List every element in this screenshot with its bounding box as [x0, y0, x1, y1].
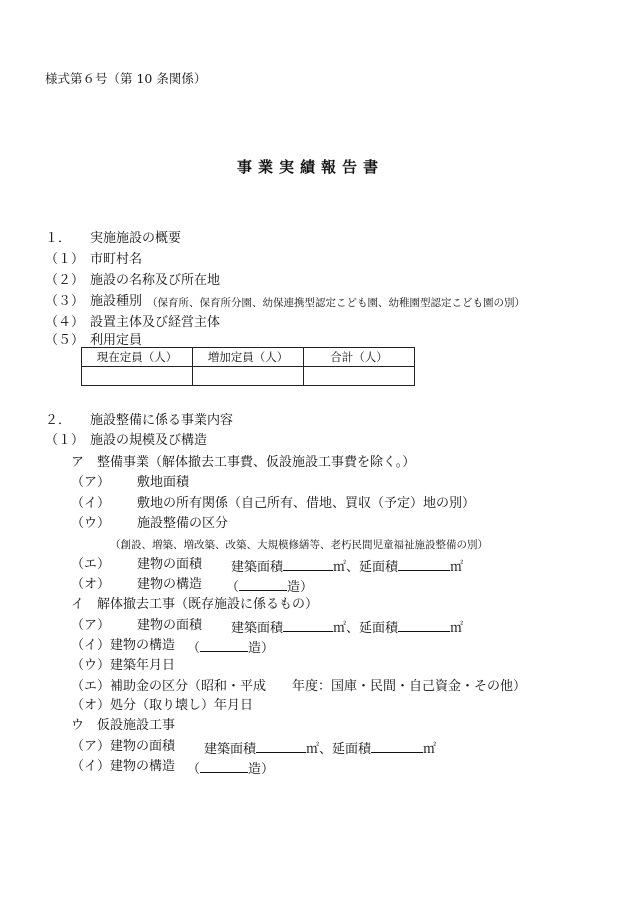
- floor-area-blank: [398, 618, 450, 632]
- item-1-4-number: （４）: [45, 315, 85, 330]
- c-item-1-label: （ア）建物の面積: [71, 739, 176, 754]
- a-structure-line: [226, 577, 313, 596]
- item-1-1-label: 市町村名: [90, 252, 143, 267]
- a-item-5-number: （オ）: [71, 577, 111, 592]
- structure-blank: [200, 638, 248, 652]
- a-item-1-number: （ア）: [71, 475, 111, 490]
- building-area-blank: [256, 739, 306, 753]
- sqm-unit: ㎡: [333, 560, 347, 575]
- capacity-value-current: [82, 367, 193, 386]
- subsection-a-label: ア 整備事業（解体撤去工事費、仮設施設工事費を除く。）: [71, 455, 416, 470]
- facility-type-note: （保育所、保育所分園、幼保連携型認定こども園、幼稚園型認定こども園の別）: [147, 297, 525, 309]
- capacity-table-value-row: [82, 367, 415, 386]
- floor-area-label: 、延面積: [346, 621, 399, 636]
- sqm-unit: ㎡: [423, 742, 437, 757]
- a-item-4-number: （エ）: [71, 557, 111, 572]
- b-item-1-number: （ア）: [71, 618, 111, 633]
- c-structure-line: [187, 759, 274, 778]
- capacity-table: [81, 347, 415, 386]
- item-2-1-number: （１）: [45, 433, 85, 448]
- c-area-line: [204, 739, 436, 758]
- a-item-3-number: （ウ）: [71, 516, 111, 531]
- page-title: 事業実績報告書: [237, 158, 385, 176]
- section-1-number: １．: [45, 231, 72, 246]
- c-item-2-label: （イ）建物の構造: [71, 759, 176, 774]
- building-area-label: 建築面積: [231, 560, 284, 575]
- capacity-value-total: [304, 367, 415, 386]
- sqm-unit: ㎡: [333, 621, 347, 636]
- item-1-5-label: 利用定員: [90, 333, 143, 348]
- section-2-heading: 施設整備に係る事業内容: [90, 413, 234, 428]
- sqm-unit: ㎡: [306, 742, 320, 757]
- capacity-value-increase: [193, 367, 304, 386]
- a-item-2-label: 敷地の所有関係（自己所有、借地、買収（予定）地の別）: [137, 496, 476, 511]
- item-2-1-label: 施設の規模及び構造: [90, 433, 208, 448]
- sqm-unit: ㎡: [450, 560, 464, 575]
- form-label: 様式第６号（第 10 条関係）: [45, 71, 207, 86]
- capacity-header-increase: 増加定員（人）: [193, 348, 304, 367]
- building-area-label: 建築面積: [204, 742, 257, 757]
- a-item-5-label: 建物の構造: [137, 577, 203, 592]
- floor-area-blank: [398, 557, 450, 571]
- structure-suffix: 造）: [248, 762, 275, 777]
- item-1-2-label: 施設の名称及び所在地: [90, 273, 221, 288]
- floor-area-blank: [371, 739, 423, 753]
- subsection-c-label: ウ 仮設施設工事: [71, 718, 176, 733]
- item-1-2-number: （２）: [45, 273, 85, 288]
- construction-class-note: （創設、増築、増改築、改築、大規模修繕等、老朽民間児童福祉施設整備の別）: [110, 539, 488, 551]
- structure-blank: [200, 759, 248, 773]
- capacity-header-current: 現在定員（人）: [82, 348, 193, 367]
- section-1-heading: 実施施設の概要: [90, 231, 182, 246]
- b-structure-line: [187, 638, 274, 657]
- b-item-3-label: （ウ）建築年月日: [71, 658, 176, 673]
- item-1-4-label: 設置主体及び経営主体: [90, 315, 221, 330]
- a-item-1-label: 敷地面積: [137, 475, 190, 490]
- structure-blank: [239, 577, 287, 591]
- paren-open: （: [187, 762, 201, 777]
- b-item-2-label: （イ）建物の構造: [71, 638, 176, 653]
- a-item-2-number: （イ）: [71, 496, 111, 511]
- item-1-3-label: 施設種別: [90, 294, 143, 309]
- item-1-3-number: （３）: [45, 294, 85, 309]
- b-area-line: [231, 618, 463, 637]
- a-item-3-label: 施設整備の区分: [137, 516, 229, 531]
- subsection-b-label: イ 解体撤去工事（既存施設に係るもの）: [71, 597, 319, 612]
- capacity-header-total: 合計（人）: [304, 348, 415, 367]
- building-area-blank: [283, 557, 333, 571]
- building-area-label: 建築面積: [231, 621, 284, 636]
- item-1-5-number: （５）: [45, 333, 85, 348]
- building-area-blank: [283, 618, 333, 632]
- a-area-line: [231, 557, 463, 576]
- capacity-table-header-row: [82, 348, 415, 367]
- b-item-4-label: （エ）補助金の区分（昭和・平成 年度：国庫・民間・自己資金・その他）: [71, 679, 527, 694]
- paren-open: （: [226, 580, 240, 595]
- b-item-5-label: （オ）処分（取り壊し）年月日: [71, 698, 254, 713]
- b-item-1-label: 建物の面積: [137, 618, 203, 633]
- item-1-1-number: （１）: [45, 252, 85, 267]
- floor-area-label: 、延面積: [346, 560, 399, 575]
- floor-area-label: 、延面積: [319, 742, 372, 757]
- section-2-number: ２．: [45, 413, 72, 428]
- structure-suffix: 造）: [248, 641, 275, 656]
- paren-open: （: [187, 641, 201, 656]
- structure-suffix: 造）: [287, 580, 314, 595]
- sqm-unit: ㎡: [450, 621, 464, 636]
- a-item-4-label: 建物の面積: [137, 557, 203, 572]
